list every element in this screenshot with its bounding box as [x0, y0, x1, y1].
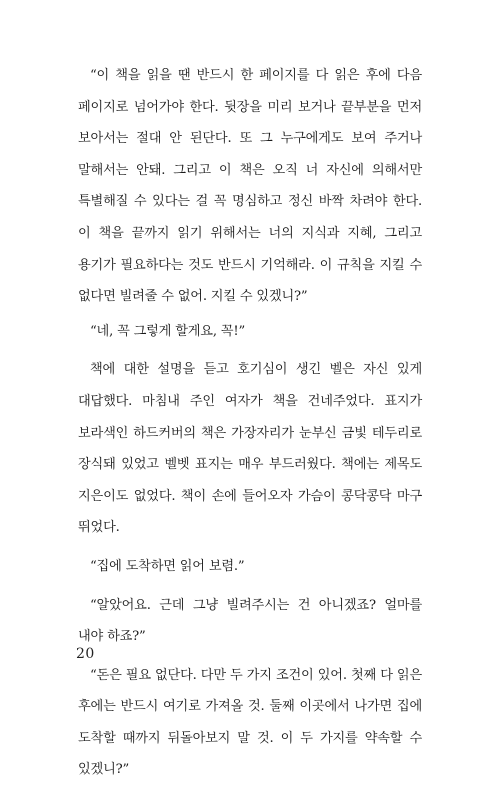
paragraph: “알았어요. 근데 그냥 빌려주시는 건 아니겠죠? 얼마를 내야 하죠?”	[78, 597, 422, 645]
paragraph: “이 책을 읽을 땐 반드시 한 페이지를 다 읽은 후에 다음 페이지로 넘어가야 한다. 뒷장을 미리 보거나 끝부분을 먼저 보아서는 절대 안 된단다. 또 그 누구에게도 보여 주거나 말해서는 안돼. 그리고 이 책은 오직 너 자신에 의해서만 특별해질 수 있다는 걸 꼭 명심하고 정신 바짝 차려야 한다. 이 책을 끝까지 읽기 위해서는 너의 지식과 지혜, 그리고 용기가 필요하다는 것도 반드시 기억해라. 이 규칙을 지킬 수 없다면 빌려줄 수 없어. 지킬 수 있겠니?”	[78, 68, 422, 305]
paragraph: 책에 대한 설명을 듣고 호기심이 생긴 벨은 자신 있게 대답했다. 마침내 주인 여자가 책을 건네주었다. 표지가 보라색인 하드커버의 책은 가장자리가 눈부신 금빛 테두리로 장식돼 있었고 벨벳 표지는 매우 부드러웠다. 책에는 제목도 지은이도 없었다. 책이 손에 들어오자 가슴이 콩닥콩닥 마구 뛰었다.	[78, 362, 422, 536]
paragraph: “돈은 필요 없단다. 다만 두 가지 조건이 있어. 첫째 다 읽은 후에는 반드시 여기로 가져올 것. 둘째 이곳에서 나가면 집에 도착할 때까지 뒤돌아보지 말 것. 이 두 가지를 약속할 수 있겠니?”	[78, 667, 422, 778]
paragraph: “네, 꼭 그렇게 할게요, 꼭!”	[90, 323, 245, 339]
body-text	[78, 60, 422, 793]
page-number: 20	[76, 646, 95, 662]
paragraph: “집에 도착하면 읽어 보렴.”	[90, 558, 245, 574]
